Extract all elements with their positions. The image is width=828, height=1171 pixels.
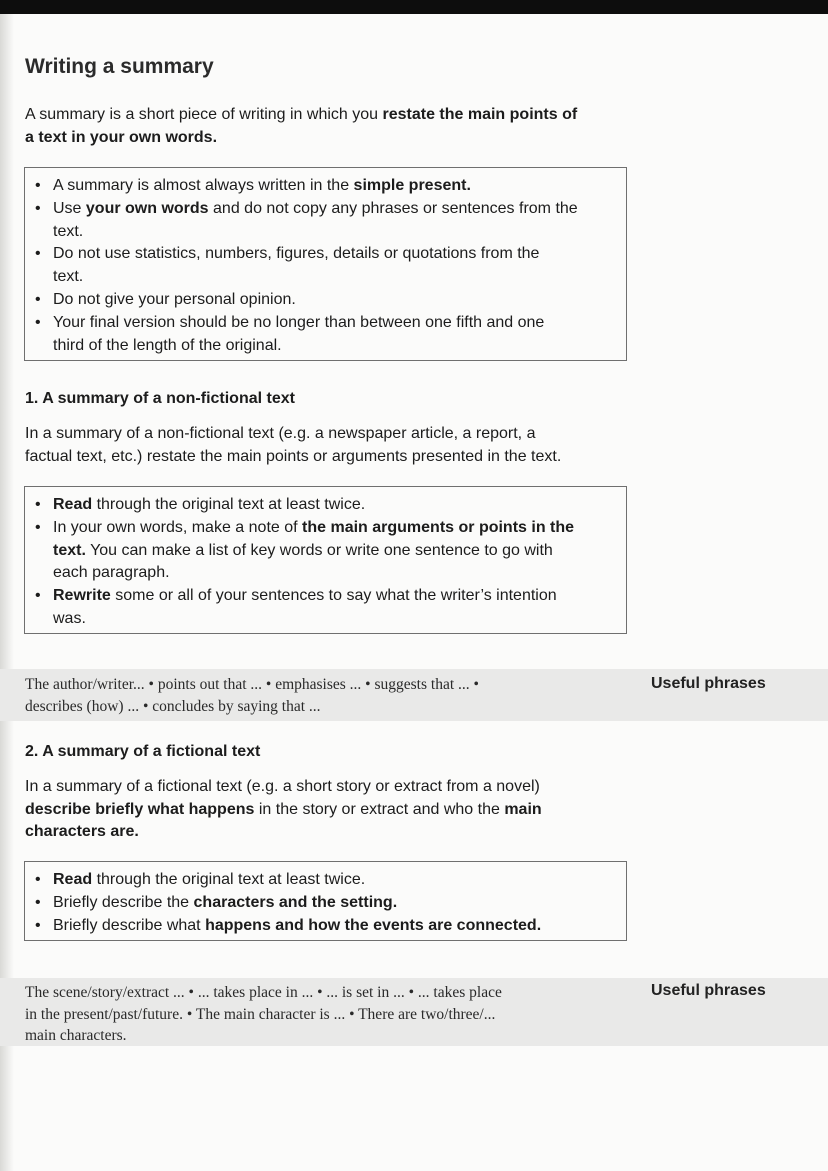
list-item: • A summary is almost always written in the simple present. [25,175,616,198]
list-item: • In your own words, make a note of the main arguments or points in the text. You can make a list of key words or write one sentence to go with each paragraph. [35,518,575,582]
list-item: • Use your own words and do not copy any phrases or sentences from the text. [35,199,578,240]
bullet-icon: • [35,518,41,536]
bullet-icon: • [35,496,41,513]
list-item: • Briefly describe what happens and how the events are connected. [25,915,616,938]
list-item: • Do not use statistics, numbers, figures, details or quotations from the text. [35,245,540,286]
nonfiction-steps-box [24,486,627,634]
useful-phrases-strip-nonfiction [0,669,828,721]
bullet-icon: • [35,290,41,308]
list-item: • Rewrite some or all of your sentences to say what the writer’s intention was. [35,587,557,627]
intro-emphasis: restate the main points of [382,106,578,123]
useful-phrases-label: Useful phrases [651,982,766,999]
section-heading-fiction: 2. A summary of a fictional text [25,743,261,760]
useful-phrases-text: The author/writer... • points out that ... • emphasises ... • suggests that ... • describes (how) ... • concludes by saying that ... [25,676,479,715]
page-title: Writing a summary [25,55,214,78]
list-item: • Read through the original text at least twice. [25,869,616,892]
intro-paragraph [25,104,577,149]
useful-phrases-text: The scene/story/extract ... • ... takes place in ... • ... is set in ... • ... takes place in the present/past/future. • The main character is ... • There are two/three/... main characters. [25,984,502,1044]
nonfiction-intro: In a summary of a non-fictional text (e.g. a newspaper article, a report, a factual text, etc.) restate the main points or arguments presented in the text. [25,425,562,465]
list-item: • Read through the original text at least twice. [25,494,616,517]
list-item: • Briefly describe the characters and the setting. [25,892,616,915]
bullet-icon: • [35,177,41,194]
fiction-intro: In a summary of a fictional text (e.g. a short story or extract from a novel) describe briefly what happens in the story or extract and who the main characters are. [25,778,542,840]
bullet-icon: • [35,893,41,911]
bullet-icon: • [35,199,41,217]
intro-emphasis: a text in your own words. [25,128,218,146]
useful-phrases-label: Useful phrases [651,675,766,692]
intro-text: A summary is a short piece of writing in which you [25,106,383,123]
rules-box [24,167,627,361]
bullet-icon: • [35,587,41,605]
rules-list [25,175,616,357]
nonfiction-steps-list [25,494,616,631]
useful-phrases-strip-fiction [0,978,828,1046]
bullet-icon: • [35,313,41,331]
top-edge-bar [0,0,828,14]
list-item: • Do not give your personal opinion. [25,289,616,312]
list-item: • Your final version should be no longer than between one fifth and one third of the length of the original. [35,313,545,354]
fiction-steps-box [24,861,627,941]
section-heading-nonfiction: 1. A summary of a non-fictional text [25,390,295,407]
bullet-icon: • [35,245,41,263]
fiction-steps-list [25,869,616,937]
bullet-icon: • [35,871,41,888]
bullet-icon: • [35,916,41,934]
